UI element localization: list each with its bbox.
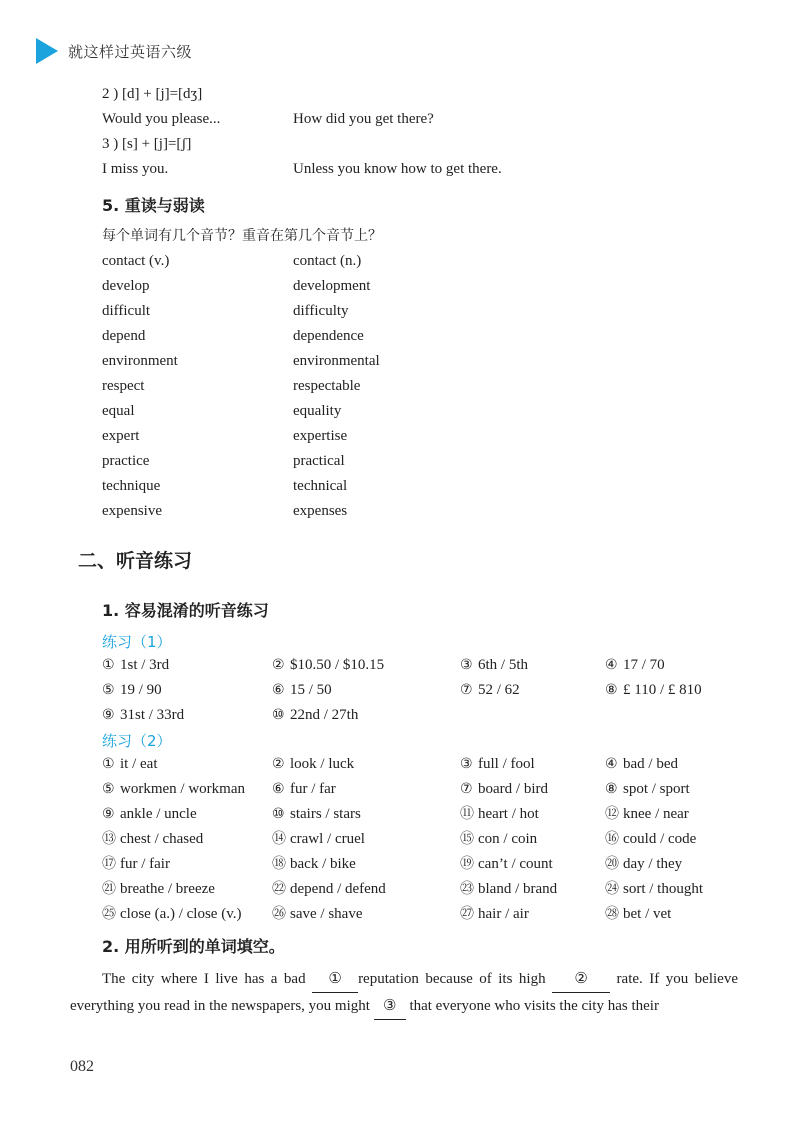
item-number: ㉓ [460, 881, 474, 897]
item-number: ㉕ [102, 906, 116, 922]
exercise-item [272, 655, 384, 675]
stress-word-base: difficult [102, 303, 151, 319]
fill-blank-paragraph [70, 966, 738, 1020]
item-text: chest / chased [120, 831, 204, 847]
exercise-item [102, 854, 170, 874]
exercise-item [102, 879, 215, 899]
exercise-item [272, 754, 354, 774]
rule-line: 2 ) [d] + [j]=[dʒ] [102, 86, 203, 102]
book-title: 就这样过英语六级 [68, 42, 193, 61]
item-number: ④ [605, 756, 618, 772]
item-number: ⑱ [272, 856, 286, 872]
exercise-item [460, 854, 553, 874]
exercise-item [272, 904, 362, 924]
item-number: ⑥ [272, 682, 285, 698]
stress-word-derived: development [293, 278, 371, 294]
stress-word-base: expensive [102, 503, 162, 519]
item-number: ① [102, 756, 115, 772]
item-text: 22nd / 27th [290, 707, 359, 723]
item-number: ㉗ [460, 906, 474, 922]
item-text: $10.50 / $10.15 [290, 657, 385, 673]
subheading-confusable: 1. 容易混淆的听音练习 [102, 601, 269, 620]
page-header [36, 38, 192, 64]
exercise-item [605, 904, 671, 924]
item-text: close (a.) / close (v.) [120, 906, 242, 922]
exercise-item [102, 754, 158, 774]
para-text: rate. If you believe everything you read in the newspapers, you might [70, 971, 738, 1014]
item-number: ⑳ [605, 856, 619, 872]
stress-word-base: depend [102, 328, 146, 344]
item-text: save / shave [290, 906, 363, 922]
page-number: 082 [70, 1058, 94, 1075]
exercise-item [272, 705, 358, 725]
stress-word-derived: difficulty [293, 303, 349, 319]
exercise-item [102, 705, 184, 725]
stress-word-derived: respectable [293, 378, 361, 394]
item-text: fur / far [290, 781, 336, 797]
item-number: ㉒ [272, 881, 286, 897]
item-number: ⑤ [102, 781, 115, 797]
stress-word-base: equal [102, 403, 135, 419]
exercise-item [272, 829, 365, 849]
item-text: can’t / count [478, 856, 553, 872]
item-number: ① [102, 657, 115, 673]
item-number: ⑥ [272, 781, 285, 797]
stress-word-base: environment [102, 353, 178, 369]
item-text: bland / brand [478, 881, 558, 897]
item-number: ⑨ [102, 806, 115, 822]
stress-word-base: practice [102, 453, 150, 469]
item-text: fur / fair [120, 856, 170, 872]
item-number: ② [272, 756, 285, 772]
item-text: look / luck [290, 756, 355, 772]
exercise-item [272, 680, 332, 700]
item-number: ⑭ [272, 831, 286, 847]
item-text: workmen / workman [120, 781, 245, 797]
example-right: Unless you know how to get there. [293, 161, 502, 177]
item-number: ⑯ [605, 831, 619, 847]
stress-question: 每个单词有几个音节？重音在第几个音节上？ [102, 228, 382, 244]
exercise-1-label: 练习（1） [102, 633, 172, 651]
stress-word-derived: practical [293, 453, 345, 469]
stress-word-base: develop [102, 278, 150, 294]
item-text: it / eat [120, 756, 158, 772]
item-number: ⑩ [272, 806, 285, 822]
example-left: I miss you. [102, 161, 169, 177]
exercise-item [605, 854, 682, 874]
item-number: ⑮ [460, 831, 474, 847]
exercise-item [272, 879, 386, 899]
exercise-item [460, 779, 548, 799]
blank-2: ② [552, 966, 610, 993]
item-text: crawl / cruel [290, 831, 365, 847]
stress-word-base: technique [102, 478, 161, 494]
stress-word-derived: technical [293, 478, 348, 494]
stress-word-derived: equality [293, 403, 342, 419]
exercise-2-label: 练习（2） [102, 732, 172, 750]
stress-word-derived: dependence [293, 328, 364, 344]
item-text: heart / hot [478, 806, 539, 822]
blank-3: ③ [374, 993, 406, 1020]
exercise-item [102, 680, 162, 700]
exercise-item [460, 904, 529, 924]
section-heading-listening: 二、听音练习 [78, 550, 193, 572]
item-text: hair / air [478, 906, 529, 922]
play-triangle-icon [36, 38, 58, 64]
stress-word-derived: contact (n.) [293, 253, 362, 269]
item-text: con / coin [478, 831, 538, 847]
para-text: that everyone who visits the city has their [405, 998, 659, 1014]
item-number: ⑧ [605, 781, 618, 797]
stress-word-derived: expertise [293, 428, 348, 444]
item-number: ③ [460, 657, 473, 673]
stress-word-base: respect [102, 378, 145, 394]
example-right: How did you get there? [293, 111, 434, 127]
para-text: The city where I live has a bad [102, 971, 313, 987]
exercise-item [605, 829, 696, 849]
rule-line: 3 ) [s] + [j]=[ʃ] [102, 136, 192, 152]
exercise-item [102, 779, 245, 799]
item-text: 52 / 62 [478, 682, 520, 698]
item-text: board / bird [478, 781, 548, 797]
item-number: ㉖ [272, 906, 286, 922]
stress-word-base: contact (v.) [102, 253, 170, 269]
item-text: bet / vet [623, 906, 672, 922]
item-text: sort / thought [623, 881, 704, 897]
exercise-item [460, 655, 528, 675]
item-text: stairs / stars [290, 806, 361, 822]
example-left: Would you please... [102, 111, 221, 127]
exercise-item [460, 680, 520, 700]
exercise-item [605, 879, 703, 899]
item-number: ㉔ [605, 881, 619, 897]
item-number: ㉑ [102, 881, 116, 897]
item-number: ⑦ [460, 682, 473, 698]
item-number: ⑪ [460, 806, 474, 822]
exercise-item [102, 829, 203, 849]
item-number: ⑧ [605, 682, 618, 698]
stress-word-derived: expenses [293, 503, 348, 519]
item-number: ⑤ [102, 682, 115, 698]
exercise-item [460, 804, 539, 824]
para-text: reputation because of its high [358, 971, 553, 987]
item-text: day / they [623, 856, 683, 872]
section-heading-stress: 5. 重读与弱读 [102, 196, 205, 215]
item-text: ankle / uncle [120, 806, 197, 822]
exercise-item [102, 904, 241, 924]
exercise-item [460, 829, 537, 849]
item-text: back / bike [290, 856, 356, 872]
exercise-item [605, 804, 689, 824]
item-number: ⑩ [272, 707, 285, 723]
exercise-item [605, 655, 665, 675]
item-number: ⑨ [102, 707, 115, 723]
item-text: breathe / breeze [120, 881, 215, 897]
item-number: ⑦ [460, 781, 473, 797]
item-number: ⑲ [460, 856, 474, 872]
subheading-fill-blank: 2. 用所听到的单词填空。 [102, 937, 285, 956]
item-text: £ 110 / £ 810 [623, 682, 702, 698]
item-number: ② [272, 657, 285, 673]
item-number: ④ [605, 657, 618, 673]
item-number: ⑰ [102, 856, 116, 872]
item-text: depend / defend [290, 881, 386, 897]
item-text: spot / sport [623, 781, 690, 797]
item-text: knee / near [623, 806, 689, 822]
item-text: 31st / 33rd [120, 707, 185, 723]
exercise-item [605, 779, 690, 799]
item-text: 6th / 5th [478, 657, 529, 673]
item-text: 1st / 3rd [120, 657, 170, 673]
item-number: ③ [460, 756, 473, 772]
exercise-item [605, 754, 678, 774]
item-text: 15 / 50 [290, 682, 332, 698]
exercise-item [102, 655, 169, 675]
item-number: ⑬ [102, 831, 116, 847]
exercise-item [272, 779, 336, 799]
item-text: 17 / 70 [623, 657, 665, 673]
item-number: ㉘ [605, 906, 619, 922]
stress-word-base: expert [102, 428, 140, 444]
exercise-item [460, 754, 535, 774]
blank-1: ① [312, 966, 358, 993]
exercise-item [605, 680, 702, 700]
item-text: bad / bed [623, 756, 678, 772]
item-number: ⑫ [605, 806, 619, 822]
stress-word-derived: environmental [293, 353, 380, 369]
exercise-item [272, 804, 361, 824]
exercise-item [102, 804, 197, 824]
exercise-item [272, 854, 356, 874]
item-text: could / code [623, 831, 697, 847]
exercise-item [460, 879, 557, 899]
item-text: 19 / 90 [120, 682, 162, 698]
item-text: full / fool [478, 756, 535, 772]
